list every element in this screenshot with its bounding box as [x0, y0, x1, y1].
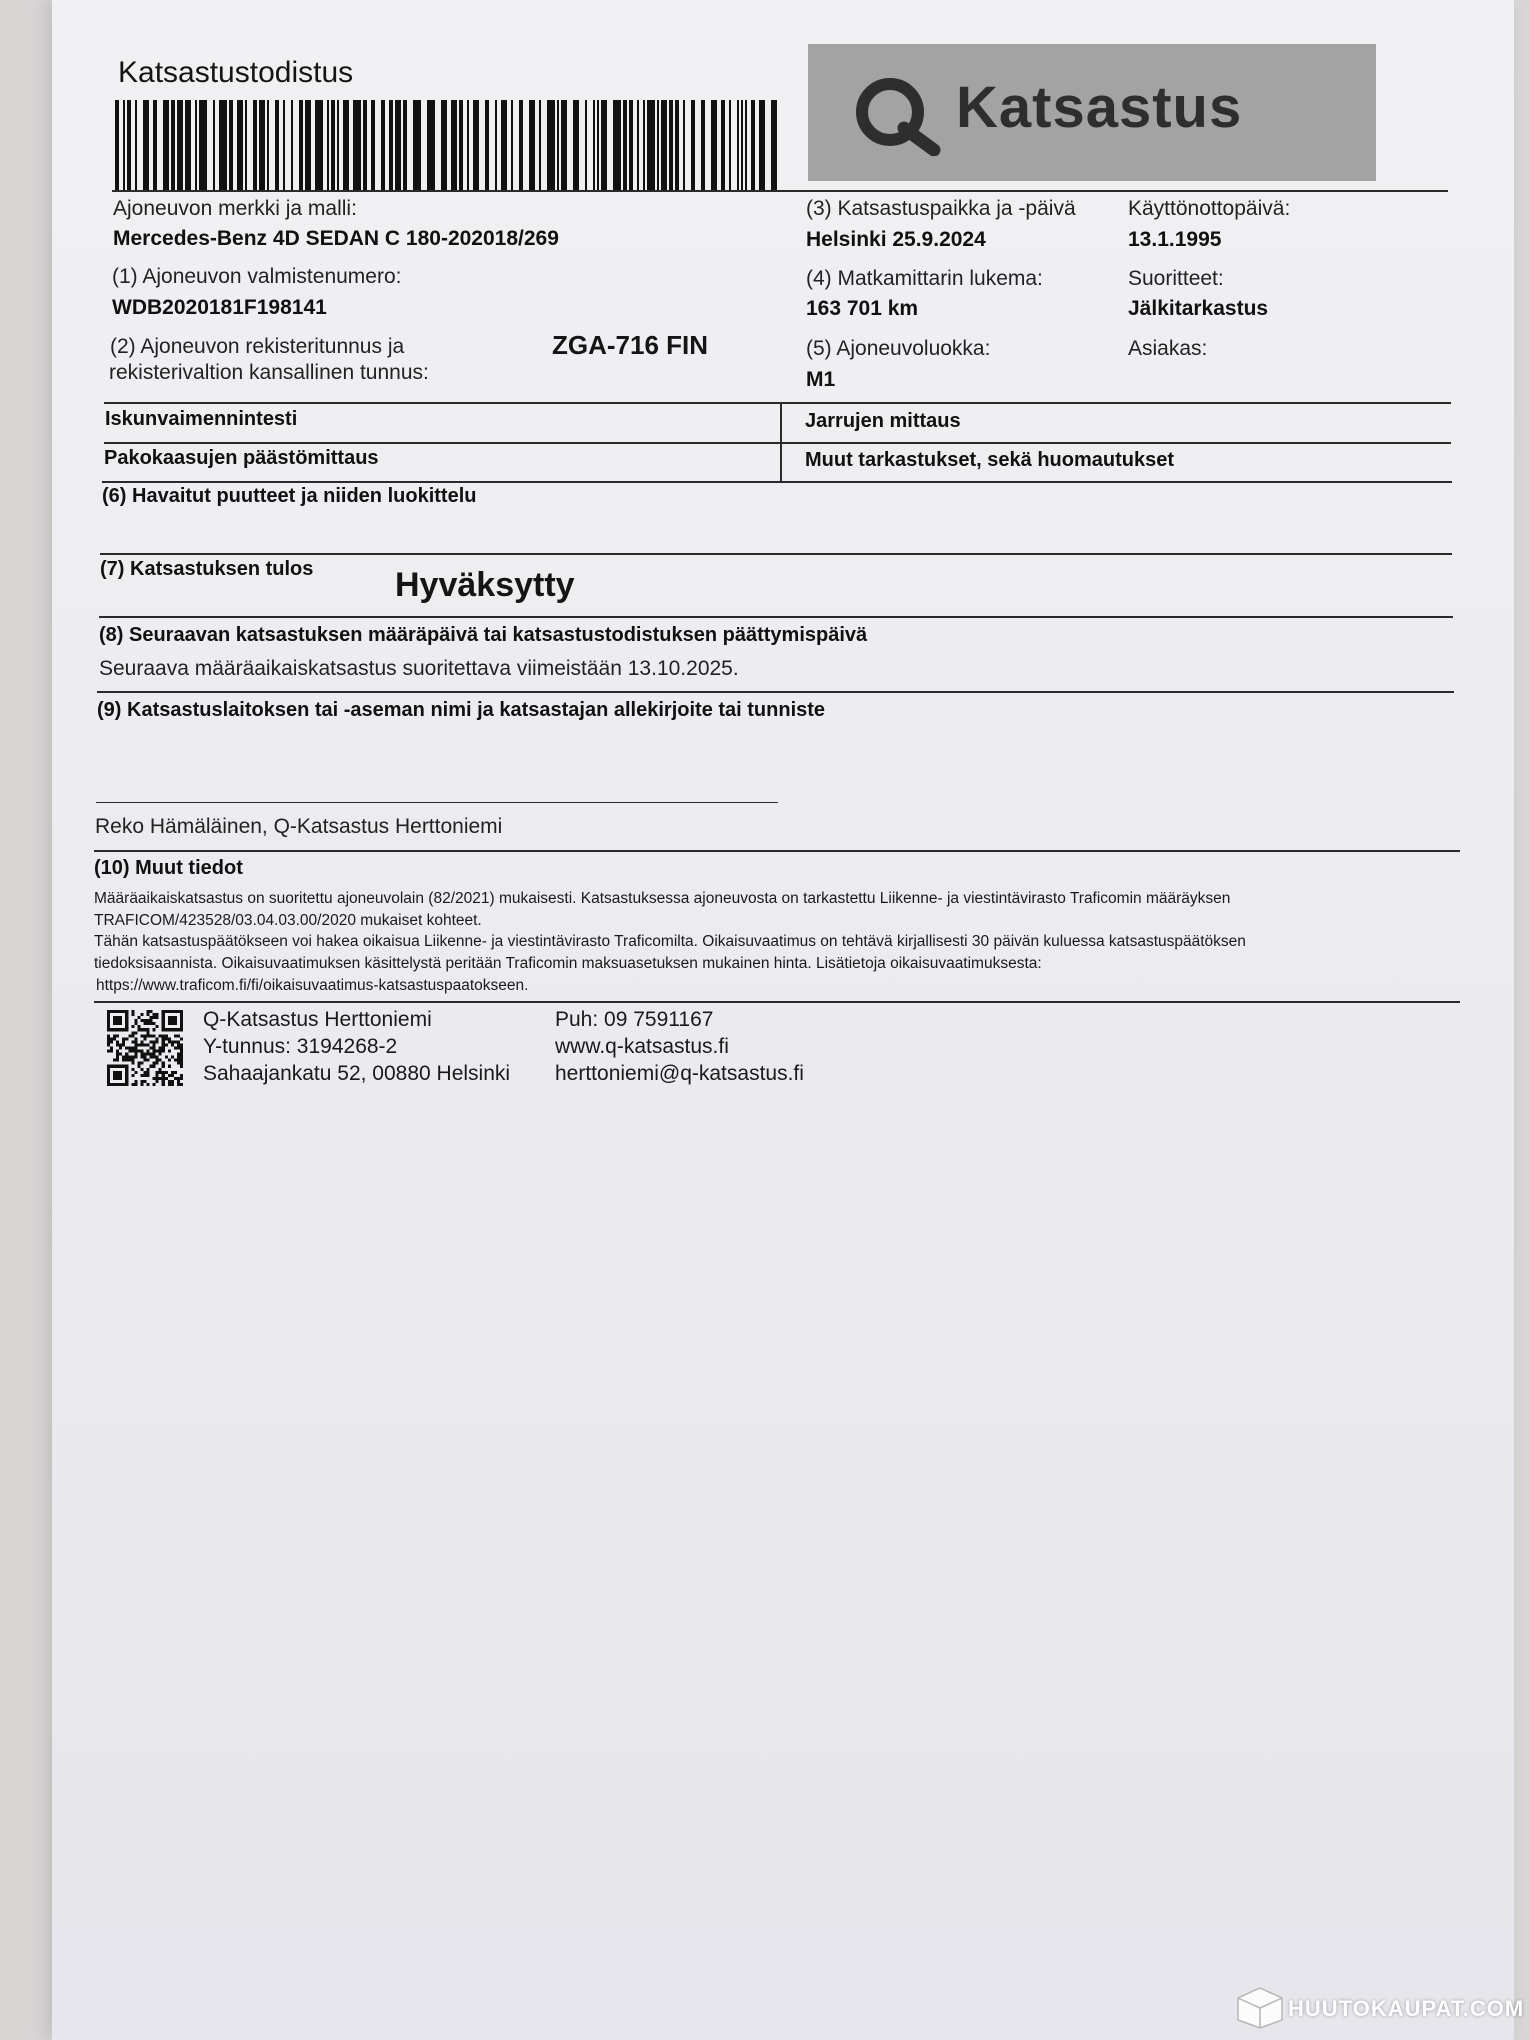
- signature-line: [96, 802, 778, 803]
- station-signature-label: (9) Katsastuslaitoksen tai -aseman nimi ja katsastajan allekirjoite tai tunniste: [97, 699, 826, 721]
- registration-label-line2: rekisterivaltion kansallinen tunnus:: [109, 361, 429, 384]
- footer-email[interactable]: herttoniemi@q-katsastus.fi: [555, 1062, 804, 1085]
- footer-website[interactable]: www.q-katsastus.fi: [555, 1035, 729, 1058]
- shock-absorber-test: Iskunvaimennintesti: [105, 408, 298, 430]
- footer-business-id: Y-tunnus: 3194268-2: [203, 1035, 398, 1058]
- section9-line: [94, 850, 1460, 852]
- make-model-label: Ajoneuvon merkki ja malli:: [113, 197, 357, 220]
- performed-label: Suoritteet:: [1128, 267, 1224, 290]
- vehicle-class-label: (5) Ajoneuvoluokka:: [806, 337, 991, 360]
- footer-phone: Puh: 09 7591167: [555, 1008, 714, 1031]
- grid-top-line: [104, 402, 1451, 404]
- grid-middle-line: [104, 442, 1451, 444]
- vehicle-class-value: M1: [806, 368, 836, 391]
- site-watermark: [1236, 1984, 1526, 2032]
- other-info-line-3: Tähän katsastuspäätökseen voi hakea oikaisua Liikenne- ja viestintävirasto Traficomilta. Oikaisuvaatimus on tehtävä kirjallisesti 30 päivän kuluessa katsastuspäätöksen: [94, 933, 1246, 950]
- vin-value: WDB2020181F198141: [112, 296, 327, 319]
- place-date-label: (3) Katsastuspaikka ja -päivä: [806, 197, 1076, 220]
- logo-text: Katsastus: [956, 75, 1243, 140]
- other-info-label: (10) Muut tiedot: [94, 857, 243, 879]
- result-value: Hyväksytty: [395, 566, 575, 604]
- other-info-line-1: Määräaikaiskatsastus on suoritettu ajoneuvolain (82/2021) mukaisesti. Katsastuksessa ajoneuvosta on tarkastettu Liikenne- ja viestintävirasto Traficomin määräyksen: [94, 890, 1231, 907]
- grid-divider: [780, 402, 782, 482]
- odometer-label: (4) Matkamittarin lukema:: [806, 267, 1043, 290]
- brake-measurement: Jarrujen mittaus: [805, 410, 961, 432]
- document-title: Katsastustodistus: [118, 56, 354, 89]
- qr-code: [106, 1010, 184, 1086]
- make-model-value: Mercedes-Benz 4D SEDAN C 180-202018/269: [113, 227, 559, 250]
- registration-label-line1: (2) Ajoneuvon rekisteritunnus ja: [110, 335, 405, 358]
- header-divider: [112, 190, 1448, 192]
- section6-line: [100, 553, 1452, 555]
- watermark-text: HUUTOKAUPAT.COM: [1288, 1996, 1525, 2021]
- other-inspections: Muut tarkastukset, sekä huomautukset: [805, 449, 1174, 471]
- customer-label: Asiakas:: [1128, 337, 1208, 360]
- footer-address: Sahaajankatu 52, 00880 Helsinki: [203, 1062, 511, 1085]
- registration-value: ZGA-716 FIN: [552, 330, 709, 360]
- result-label: (7) Katsastuksen tulos: [100, 558, 314, 580]
- q-katsastus-logo: [808, 44, 1376, 181]
- other-info-line-5[interactable]: https://www.traficom.fi/fi/oikaisuvaatimus-katsastuspaatokseen.: [96, 977, 529, 994]
- vin-label: (1) Ajoneuvon valmistenumero:: [112, 265, 402, 288]
- other-info-line-4: tiedoksisaannista. Oikaisuvaatimuksen käsittelystä peritään Traficomin maksuasetuksen mukainen hinta. Lisätietoja oikaisuvaatimuksesta:: [94, 955, 1042, 972]
- next-inspection-value: Seuraava määräaikaiskatsastus suoritettava viimeistään 13.10.2025.: [99, 657, 739, 680]
- inspector-name: Reko Hämäläinen, Q-Katsastus Herttoniemi: [95, 815, 503, 838]
- section7-line: [99, 616, 1453, 618]
- next-inspection-label: (8) Seuraavan katsastuksen määräpäivä tai katsastustodistuksen päättymispäivä: [99, 624, 868, 646]
- section10-line: [94, 1001, 1460, 1003]
- q-logo-icon: [852, 76, 944, 156]
- commissioning-value: 13.1.1995: [1128, 228, 1222, 251]
- footer-company: Q-Katsastus Herttoniemi: [203, 1008, 432, 1031]
- emissions-test: Pakokaasujen päästömittaus: [104, 447, 379, 469]
- place-date-value: Helsinki 25.9.2024: [806, 228, 986, 251]
- grid-bottom-line: [102, 481, 1452, 483]
- defects-label: (6) Havaitut puutteet ja niiden luokittelu: [102, 485, 477, 507]
- barcode: [115, 100, 780, 190]
- commissioning-label: Käyttönottopäivä:: [1128, 197, 1291, 220]
- section8-line: [97, 691, 1454, 693]
- other-info-line-2: TRAFICOM/423528/03.04.03.00/2020 mukaiset kohteet.: [94, 912, 482, 929]
- performed-value: Jälkitarkastus: [1128, 297, 1269, 320]
- odometer-value: 163 701 km: [806, 297, 919, 320]
- box-logo-icon: [1236, 1986, 1284, 2030]
